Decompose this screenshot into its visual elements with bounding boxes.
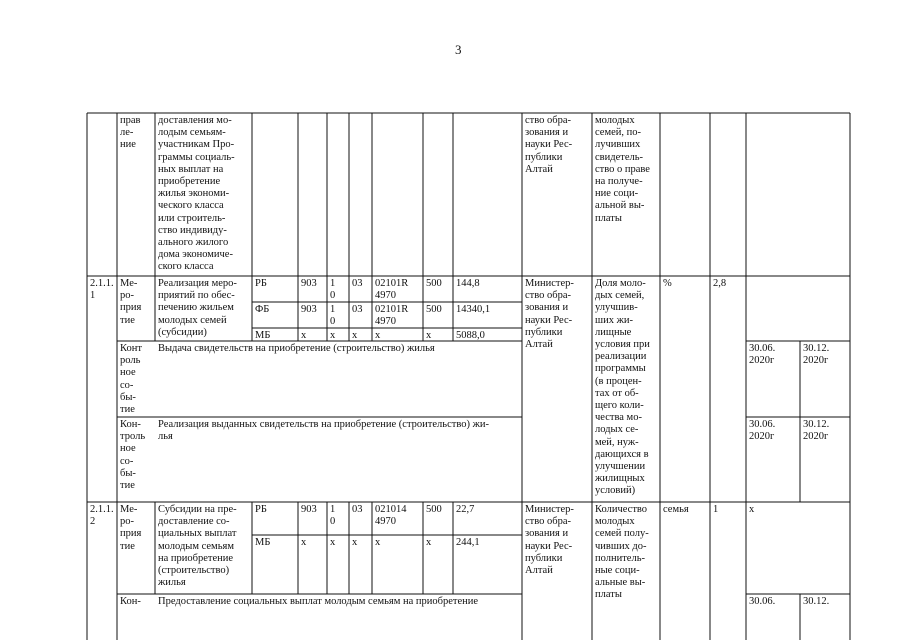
- budget-expense-type: 500: [426, 304, 442, 315]
- budget-grbs: 903: [301, 304, 317, 315]
- measure-2-executor: Министер- ство обра- зования и науки Рес- публики Алтай: [525, 504, 574, 577]
- budget-grbs: х: [301, 537, 307, 548]
- budget-expense-type: 500: [426, 504, 442, 515]
- budget-source: МБ: [255, 330, 271, 341]
- budget-sum: 14340,1: [456, 304, 491, 315]
- control-event-end-date: 30.12. 2020г: [803, 343, 830, 367]
- budget-target-code: 021014 4970: [375, 504, 407, 528]
- measure-2-name: Субсидии на пре- доставление со- циальных выплат молодым семьям на приобретение (строительство) жилья: [158, 504, 237, 589]
- prev-row-executor: ство обра- зования и науки Рес- публики Алтай: [525, 115, 573, 175]
- budget-subsection: 03: [352, 304, 363, 315]
- control-event-type: Кон- троль ное со- бы- тие: [120, 419, 146, 492]
- control-event-end-date: 30.12. 2020г: [803, 419, 830, 443]
- measure-1-value: 2,8: [713, 278, 727, 289]
- budget-target-code: х: [375, 330, 381, 341]
- budget-sum: 244,1: [456, 537, 480, 548]
- page-number: 3: [455, 42, 462, 57]
- measure-2-type: Ме- ро- прия тие: [120, 504, 142, 552]
- budget-subsection: х: [352, 537, 358, 548]
- budget-subsection: х: [352, 330, 358, 341]
- budget-expense-type: х: [426, 330, 432, 341]
- budget-section: 1 0: [330, 278, 336, 302]
- budget-source: МБ: [255, 537, 271, 548]
- measure-2-value: 1: [713, 504, 719, 515]
- control-event-type: Кон-: [120, 596, 141, 607]
- budget-target-code: 02101R 4970: [375, 304, 409, 328]
- budget-target-code: х: [375, 537, 381, 548]
- budget-source: РБ: [255, 504, 267, 515]
- budget-source: ФБ: [255, 304, 270, 315]
- measure-2-code: 2.1.1. 2: [90, 504, 114, 528]
- budget-subsection: 03: [352, 278, 363, 289]
- budget-expense-type: 500: [426, 278, 442, 289]
- budget-section: 1 0: [330, 504, 336, 528]
- control-event-start-date: 30.06. 2020г: [749, 419, 776, 443]
- measure-2-indicator: Количество молодых семей полу- чивших до- полнитель- ные соци- альные вы- платы: [595, 504, 649, 601]
- measure-1-type: Ме- ро- прия тие: [120, 278, 142, 326]
- budget-section: х: [330, 537, 336, 548]
- control-event-start-date: 30.06. 2020г: [749, 343, 776, 367]
- control-event-start-date: 30.06.: [749, 596, 776, 607]
- budget-sum: 144,8: [456, 278, 480, 289]
- control-event-text: Реализация выданных свидетельств на приобретение (строительство) жи- лья: [158, 419, 489, 443]
- measure-1-unit: %: [663, 278, 672, 289]
- budget-sum: 22,7: [456, 504, 475, 515]
- control-event-text: Предоставление социальных выплат молодым семьям на приобретение: [158, 596, 479, 607]
- measure-2-extra: х: [749, 504, 755, 515]
- budget-subsection: 03: [352, 504, 363, 515]
- prev-row-type: прав ле- ние: [120, 115, 141, 151]
- budget-grbs: 903: [301, 504, 317, 515]
- measure-1-executor: Министер- ство обра- зования и науки Рес- публики Алтай: [525, 278, 574, 351]
- measure-1-code: 2.1.1. 1: [90, 278, 114, 302]
- budget-section: 1 0: [330, 304, 336, 328]
- measure-2-unit: семья: [663, 504, 689, 515]
- control-event-type: Конт роль ное со- бы- тие: [120, 343, 142, 416]
- budget-source: РБ: [255, 278, 267, 289]
- measure-1-name: Реализация меро- приятий по обес- печению жильем молодых семей (субсидии): [158, 278, 237, 338]
- control-event-text: Выдача свидетельств на приобретение (строительство) жилья: [158, 343, 435, 354]
- prev-row-measure-name: доставления мо- лодым семьям- участникам Про- граммы социаль- ных выплат на приобретение жилья экономи- ческого класса или строитель- ство индивиду- ального жилого дома экономиче- ского класса: [158, 115, 235, 273]
- budget-grbs: х: [301, 330, 307, 341]
- budget-expense-type: х: [426, 537, 432, 548]
- budget-sum: 5088,0: [456, 330, 485, 341]
- control-event-end-date: 30.12.: [803, 596, 830, 607]
- budget-target-code: 02101R 4970: [375, 278, 409, 302]
- prev-row-indicator: молодых семей, по- лучивших свидетель- ство о праве на получе- ние соци- альной вы- платы: [595, 115, 650, 224]
- budget-section: х: [330, 330, 336, 341]
- measure-1-indicator: Доля моло- дых семей, улучшив- ших жи- лищные условия при реализации программы (в процен- тах от об- щего коли- чества мо- лодых се- мей, нуж- дающихся в улучшении жилищных условий): [595, 278, 650, 497]
- budget-grbs: 903: [301, 278, 317, 289]
